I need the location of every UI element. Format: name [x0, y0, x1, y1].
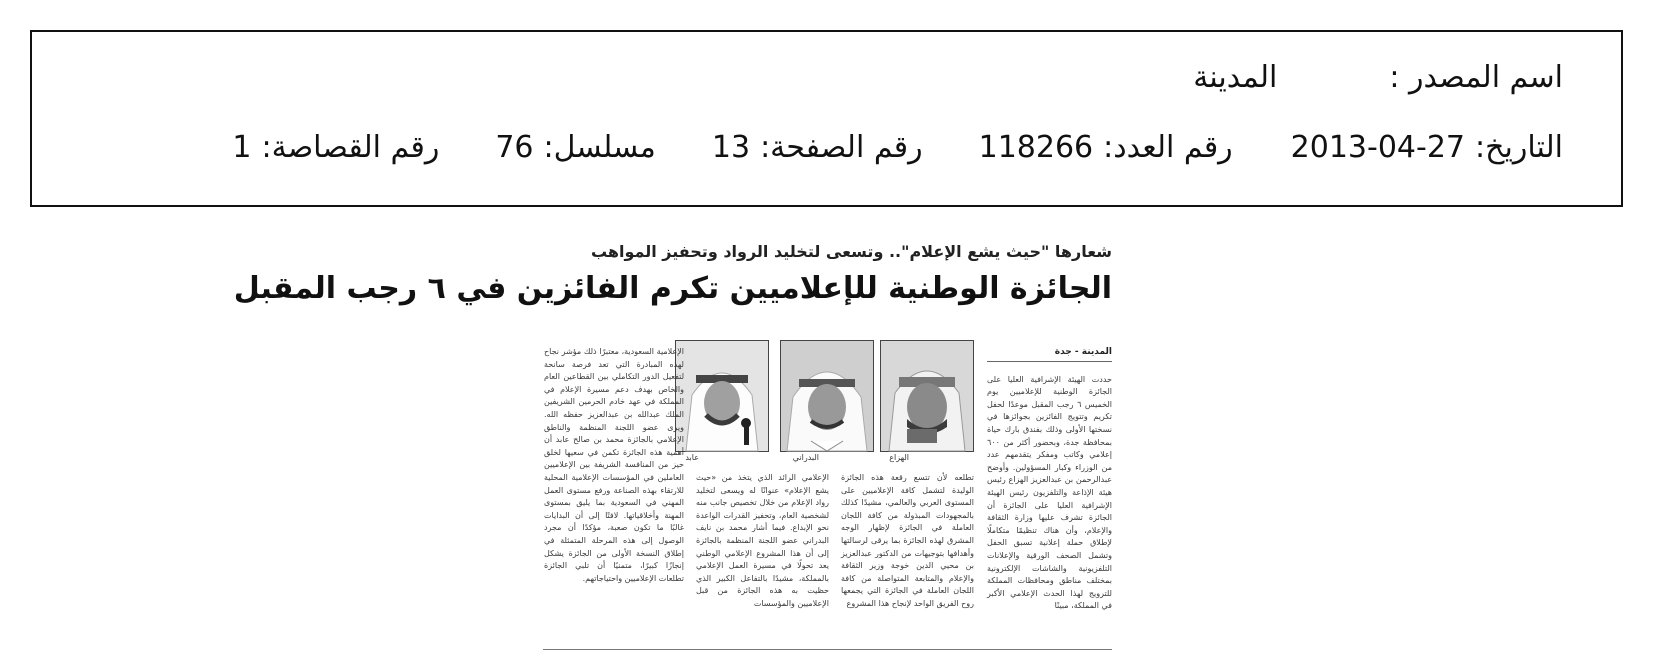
caption-albadrani: البدراني: [792, 453, 819, 462]
details-row: [232, 130, 1563, 165]
article-column-4: الإعلامية السعودية، معتبرًا ذلك مؤشر نجاح لهذه المبادرة التي تعد فرصة سانحة لتفعيل الدور التكاملي بين القطاعين العام والخاص بهدف دعم مسيرة الإعلام في المملكة في عهد خادم الحرمين الشريفين الملك عبدالله بن عبدالعزيز حفظه الله. ويرى عضو اللجنة المنظمة والناطق الإعلامي بالجائزة محمد بن صالح عابد أن أهمية هذه الجائزة تكمن في سعيها لخلق حيز من المنافسة الشريفة بين الإعلاميين العاملين في المؤسسات الإعلامية المحلية للارتقاء بهذه الصناعة ورفع مستوى العمل المهني في السعودية بما يليق بمستوى المهنة وأخلاقياتها. لافتًا إلى أن البدايات غالبًا ما تكون صعبة، مؤكدًا أن مجرد الوصول إلى هذه المرحلة المتمثلة في إطلاق النسخة الأولى من الجائزة يشكل إنجازًا كبيرًا، متمنيًا أن تلبي الجائزة تطلعات الإعلاميين واحتياجاتهم.: [544, 347, 684, 583]
clip-number-label: رقم القصاصة:: [261, 130, 440, 165]
article-headline: الجائزة الوطنية للإعلاميين تكرم الفائزين في ٦ رجب المقبل: [233, 271, 1112, 306]
clip-number-value: 1: [232, 130, 252, 165]
date-label: التاريخ:: [1475, 130, 1563, 165]
serial-label: مسلسل:: [543, 130, 656, 165]
date-value: 2013-04-27: [1290, 130, 1466, 165]
person-portrait-icon: [781, 341, 873, 451]
clip-bottom-rule: [543, 649, 1112, 650]
issue-label: رقم العدد:: [1103, 130, 1233, 165]
caption-abed: عابد: [685, 453, 699, 462]
source-value: المدينة: [1193, 60, 1278, 95]
person-portrait-icon: [676, 341, 768, 451]
newspaper-clipping: [233, 236, 1124, 660]
person-portrait-icon: [881, 341, 973, 451]
article-column-3: الإعلامي الرائد الذي يتخذ من «حيث يشع الإعلام» عنوانًا له ويسعى لتخليد رواد الإعلام من خلال تخصيص جانب منه لشخصية العام، وتحفيز القدرات الواعدة نحو الإبداع. فيما أشار محمد بن نايف البدراني عضو اللجنة المنظمة بالجائزة إلى أن هذا المشروع الإعلامي الوطني يعد تحولًا في مسيرة العمل الإعلامي بالمملكة، مشيدًا بالتفاعل الكبير الذي حظيت به هذه الجائزة من قبل الإعلاميين والمؤسسات: [696, 473, 829, 608]
source-row: [1193, 60, 1563, 95]
column-1-text: حددت الهيئة الإشرافية العليا على الجائزة الوطنية للإعلاميين يوم الخميس ٦ رجب المقبل موعدًا لحفل تكريم وتتويج الفائزين بجوائزها في نسختها الأولى وذلك بفندق بارك حياة بمحافظة جدة، وبحضور أكثر من ٦٠٠ إعلامي وكاتب ومفكر يتقدمهم عدد من الوزراء وكبار المسؤولين. وأوضح عبدالرحمن بن عبدالعزيز الهزاع رئيس هيئة الإذاعة والتلفزيون رئيس الهيئة الإشرافية العليا على الجائزة أن الجائزة تشرف عليها وزارة الثقافة والإعلام، وأن هناك تنظيمًا متكاملًا لإطلاق حملة إعلانية تسبق الحفل وتشمل الصحف الورقية والإعلانات التلفزيونية والشاشات الإلكترونية بمختلف مناطق ومحافظات المملكة للترويج لهذا الحدث الإعلامي الأكبر في المملكة، مبينًا: [987, 374, 1112, 611]
page-label: رقم الصفحة:: [760, 130, 923, 165]
serial-value: 76: [495, 130, 534, 165]
page-value: 13: [711, 130, 751, 165]
caption-alhazzaa: الهزاع: [889, 453, 909, 462]
article-kicker: شعارها "حيث يشع الإعلام".. وتسعى لتخليد الرواد وتحفيز المواهب: [590, 242, 1112, 261]
portrait-photo-abed: [675, 340, 769, 452]
metadata-box: [30, 30, 1623, 207]
article-dateline: المدينة - جدة: [987, 346, 1112, 362]
source-label: اسم المصدر :: [1389, 60, 1563, 95]
portrait-photo-alhazzaa: [880, 340, 974, 452]
article-column-1: [987, 346, 1112, 646]
issue-value: 118266: [978, 130, 1094, 165]
article-column-2: تطلعه لأن تتسع رقعة هذه الجائزة الوليدة لتشمل كافة الإعلاميين على المستوى العربي والعالمي، مشيدًا كذلك بالمجهودات المبذولة من كافة اللجان العاملة في الجائزة لإظهار الوجه المشرق لهذه الجائزة بما يرقى لرسالتها وأهدافها بتوجيهات من الدكتور عبدالعزيز بن محيي الدين خوجة وزير الثقافة والإعلام والمتابعة المتواصلة من كافة اللجان العاملة في الجائزة التي يجمعها روح الفريق الواحد لإنجاح هذا المشروع: [841, 473, 974, 608]
portrait-photo-albadrani: [780, 340, 874, 452]
